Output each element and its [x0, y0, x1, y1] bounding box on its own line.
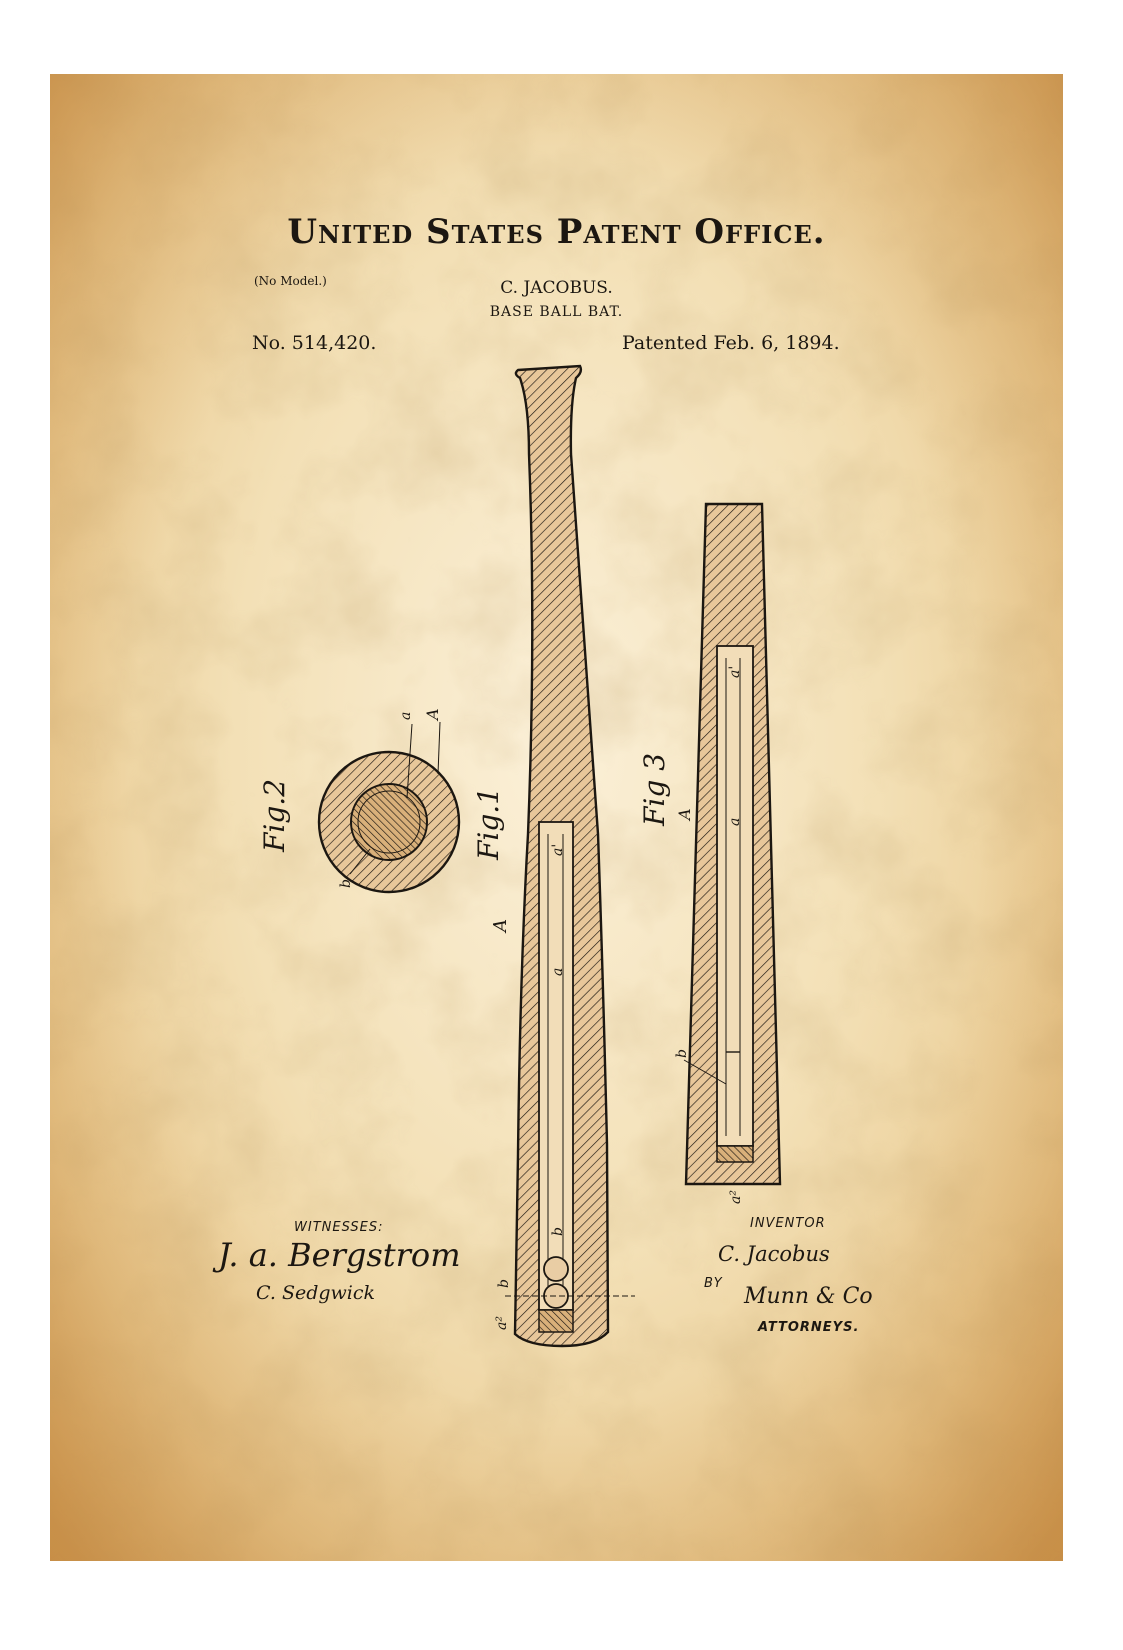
fig3-ref-b: b [674, 1049, 690, 1058]
fig1-ref-b-lower: b [496, 1279, 512, 1288]
patent-date: Patented Feb. 6, 1894. [622, 332, 840, 354]
figure-2-cross-section [258, 708, 459, 892]
fig2-ref-A: A [423, 708, 442, 720]
by-label: BY [704, 1276, 723, 1291]
inventor-name: C. JACOBUS. [500, 278, 613, 298]
fig2-ref-b: b [338, 879, 354, 888]
fig1-ref-a2: a² [494, 1316, 510, 1330]
attorneys-label: ATTORNEYS. [758, 1320, 860, 1335]
fig3-ref-a2: a² [728, 1190, 744, 1204]
fig1-label: Fig.1 [472, 786, 505, 860]
fig2-label: Fig.2 [258, 778, 291, 852]
model-note: (No Model.) [254, 274, 327, 288]
inventor-signature: C. Jacobus [718, 1242, 830, 1266]
figure-3-section [638, 504, 780, 1204]
fig2-ref-a: a [398, 711, 414, 720]
office-title: United States Patent Office. [287, 212, 826, 252]
witness-signature-1: J. a. Bergstrom [218, 1236, 461, 1274]
fig1-ref-a: a [550, 967, 566, 976]
patent-drawing [50, 74, 1063, 1561]
witnesses-label: WITNESSES: [294, 1220, 384, 1235]
fig3-ref-A: A [675, 808, 694, 820]
fig3-label: Fig 3 [638, 752, 671, 826]
witness-signature-2: C. Sedgwick [256, 1282, 376, 1304]
patent-sheet [50, 74, 1063, 1561]
inventor-label: INVENTOR [750, 1216, 826, 1231]
fig1-ref-b: b [550, 1227, 566, 1236]
attorney-signature: Munn & Co [744, 1284, 873, 1309]
fig3-ref-a1: a' [727, 665, 743, 678]
invention-title: BASE BALL BAT. [489, 304, 624, 320]
fig1-ref-A: A [490, 919, 511, 932]
patent-number: No. 514,420. [252, 332, 377, 354]
fig1-ref-a1: a' [550, 843, 566, 856]
figure-1-bat [472, 366, 635, 1346]
fig3-ref-a: a [727, 817, 743, 826]
ball-upper [544, 1257, 568, 1281]
